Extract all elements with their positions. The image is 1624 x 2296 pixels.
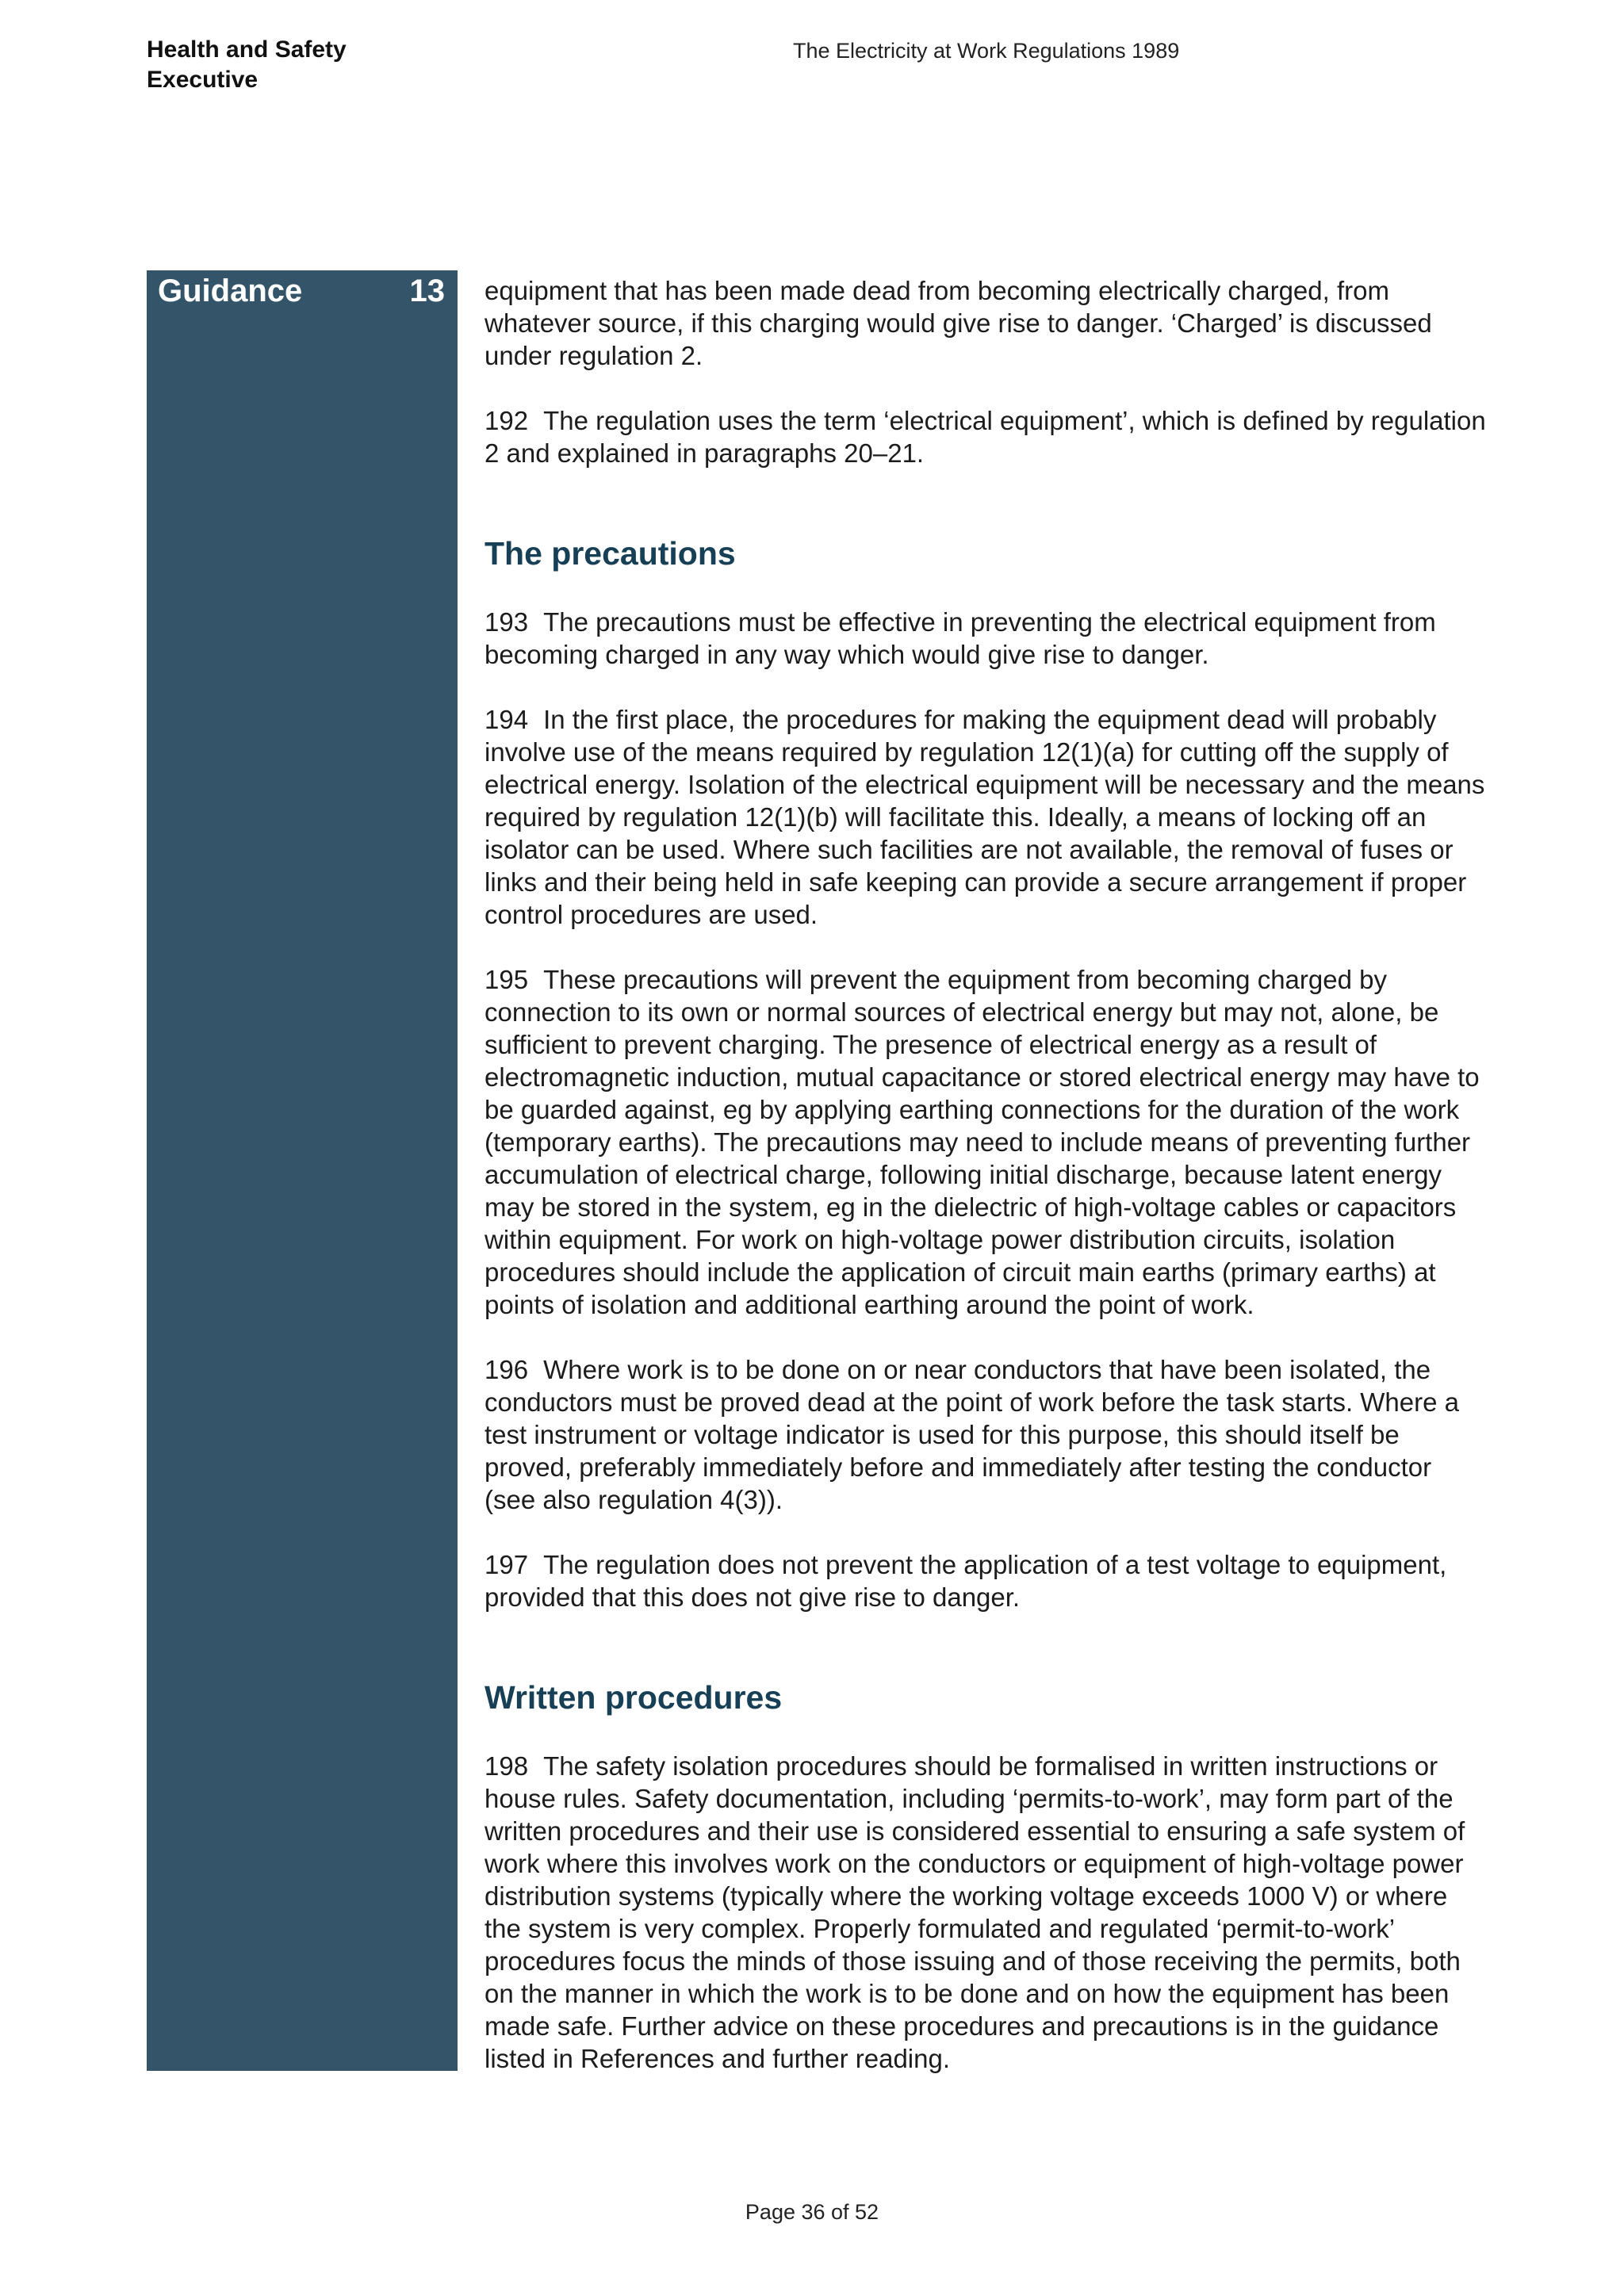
paragraph-text: Where work is to be done on or near conductors that have been isolated, the conductors must be proved dead at the point of work before the task starts. Where a test instrument or voltage indicator is used for this purpose, this should itself be proved, preferably immediately before and immediately after testing the conductor (see also regulation 4(3)). xyxy=(485,1355,1459,1514)
paragraph-text: The safety isolation procedures should be formalised in written instructions or house rules. Safety documentation, including ‘permits-to-work’, may form part of the written procedures and their use is considered essential to ensuring a safe system of work where this involves work on the conductors or equipment of high-voltage power distribution systems (typically where the working voltage exceeds 1000 V) or where the system is very complex. Properly formulated and regulated ‘permit-to-work’ procedures focus the minds of those issuing and of those receiving the permits, both on the manner in which the work is to be done and on how the equipment has been made safe. Further advice on these procedures and precautions is in the guidance listed in References and further reading. xyxy=(485,1751,1465,2073)
paragraph-number: 198 xyxy=(485,1751,529,1781)
paragraph-194 xyxy=(485,703,1488,931)
guidance-sidebar xyxy=(147,270,458,2071)
section-heading-precautions: The precautions xyxy=(485,535,736,572)
paragraph-text: The regulation uses the term ‘electrical equipment’, which is defined by regulation 2 and explained in paragraphs 20–21. xyxy=(485,406,1486,468)
paragraph-195 xyxy=(485,963,1488,1321)
paragraph-number: 195 xyxy=(485,965,529,994)
paragraph-continued xyxy=(485,274,1488,372)
page-number: Page 36 of 52 xyxy=(745,2200,879,2224)
paragraph-number: 197 xyxy=(485,1550,529,1579)
paragraph-number: 194 xyxy=(485,705,529,734)
paragraph-number: 192 xyxy=(485,406,529,435)
paragraph-197 xyxy=(485,1548,1488,1613)
paragraph-text: The precautions must be effective in preventing the electrical equipment from becoming charged in any way which would give rise to danger. xyxy=(485,607,1436,669)
document-title: The Electricity at Work Regulations 1989 xyxy=(793,39,1180,63)
regulation-number: 13 xyxy=(409,274,445,308)
paragraph-196 xyxy=(485,1353,1488,1516)
guidance-label: Guidance xyxy=(158,274,303,308)
paragraph-text: These precautions will prevent the equipment from becoming charged by connection to its own or normal sources of electrical energy but may not, alone, be sufficient to prevent charging. The presence of electrical energy as a result of electromagnetic induction, mutual capacitance or stored electrical energy may have to be guarded against, eg by applying earthing connections for the duration of the work (temporary earths). The precautions may need to include means of preventing further accumulation of electrical charge, following initial discharge, because latent energy may be stored in the system, eg in the dielectric of high-voltage cables or capacitors within equipment. For work on high-voltage power distribution circuits, isolation procedures should include the application of circuit main earths (primary earths) at points of isolation and additional earthing around the point of work. xyxy=(485,965,1480,1319)
paragraph-193 xyxy=(485,606,1488,671)
organisation-name: Health and Safety Executive xyxy=(147,36,347,93)
paragraph-number: 196 xyxy=(485,1355,529,1384)
guidance-content xyxy=(485,274,1488,2107)
paragraph-text: In the first place, the procedures for making the equipment dead will probably involve use of the means required by regulation 12(1)(a) for cutting off the supply of electrical energy. Isolation of the electrical equipment will be necessary and the means required by regulation 12(1)(b) will facilitate this. Ideally, a means of locking off an isolator can be used. Where such facilities are not available, the removal of fuses or links and their being held in safe keeping can provide a secure arrangement if proper control procedures are used. xyxy=(485,705,1485,929)
paragraph-192 xyxy=(485,404,1488,469)
paragraph-number: 193 xyxy=(485,607,529,637)
paragraph-text: equipment that has been made dead from becoming electrically charged, from whatever source, if this charging would give rise to danger. ‘Charged’ is discussed under regulation 2. xyxy=(485,276,1432,370)
paragraph-text: The regulation does not prevent the application of a test voltage to equipment, provided that this does not give rise to danger. xyxy=(485,1550,1447,1612)
section-heading-written-procedures: Written procedures xyxy=(485,1679,783,1716)
paragraph-198 xyxy=(485,1750,1488,2075)
